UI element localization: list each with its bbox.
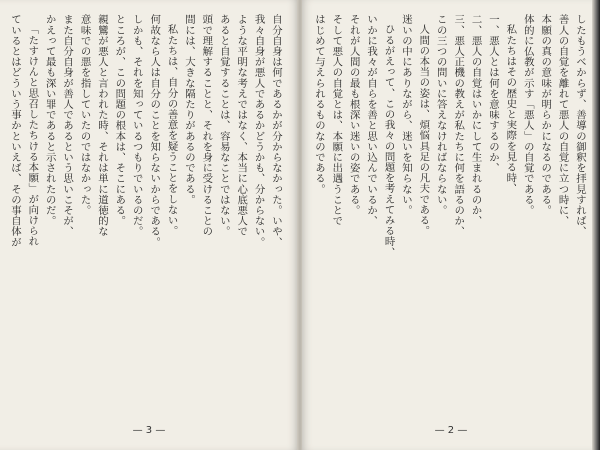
text-line: 本願の真の意味が明らかになるのである。: [539, 14, 552, 216]
left-page: [0, 0, 298, 450]
text-line: ているとはどういう事かといえば、その事自体が: [8, 14, 21, 248]
text-line: したもうべからず、善導の御釈を拝見すれば、: [574, 14, 586, 237]
text-line: 間には、大きな隔たりがあるのである。: [182, 14, 195, 205]
left-page-number: — 3 —: [132, 425, 166, 436]
text-line: 迷いの中にありながら、迷いを知らない。: [399, 14, 412, 216]
text-line: 三、悪人正機の教えが私たちに何を語るのか、: [452, 14, 465, 237]
text-line: 親鸞が悪人と言われた時、それは単に道徳的な: [95, 14, 108, 237]
right-page-text: [312, 14, 588, 409]
text-line: ような平明な考えではなく、本当に心底悪人で: [235, 14, 248, 237]
right-page-number: — 2 —: [434, 425, 468, 436]
text-line: 頭で理解することと、それを身に受けることの: [200, 14, 213, 237]
text-line: 人間の本当の姿は、煩悩具足の凡夫である。: [417, 24, 430, 237]
text-line: かえって最も深い罪であると示されたのだ。: [43, 14, 56, 226]
left-page-text: [8, 14, 284, 409]
text-line: いかに我々が自らを善と思い込んでいるか、: [365, 14, 378, 226]
right-page: [302, 0, 600, 450]
text-line: ひるがえって、この我々の問題を考えてみる時、: [382, 24, 395, 258]
text-line: 二、悪人の自覚はいかにして生まれるのか、: [469, 14, 482, 226]
text-line: 意味での悪を指していたのではなかった。: [78, 14, 91, 216]
text-line: この三つの問いに答えなければならない。: [434, 14, 447, 216]
text-line: そして悪人の自覚とは、本願に出遇うことで: [330, 14, 343, 226]
text-line: 私たちは、自分の善意を疑うことをしない。: [165, 24, 178, 237]
text-line: ところが、この問題の根本は、そこにある。: [113, 14, 126, 226]
text-line: はじめて与えられるものなのである。: [312, 14, 325, 195]
text-line: また自分自身が善人であるという思いこそが、: [61, 14, 74, 237]
text-line: 我々自身が悪人であるかどうかも、分からない。: [252, 14, 265, 248]
text-line: それが人間の最も根深い迷いの姿である。: [347, 14, 360, 216]
text-line: 何故なら人は自分のことを知らないからである。: [148, 14, 161, 248]
text-line: 一、悪人とは何を意味するのか、: [486, 14, 499, 173]
text-line: しかも、それを知っているつもりでいるのだ。: [130, 14, 143, 237]
text-line: 「たすけんと思召したちける本願」が向けられ: [26, 24, 39, 247]
text-line: 私たちはその歴史と実際を見る時、: [504, 24, 517, 194]
text-line: あると自覚することは、容易なことではない。: [217, 14, 230, 237]
text-line: 善人の自覚を離れて悪人の自覚に立つ時に、: [556, 14, 569, 226]
text-line: 自分自身は何であるかが分からなかった。いや、: [270, 14, 282, 248]
page-edge-shadow: [592, 0, 600, 450]
text-line: 体的に仏教が示す「悪人」の自覚である。: [521, 14, 534, 216]
